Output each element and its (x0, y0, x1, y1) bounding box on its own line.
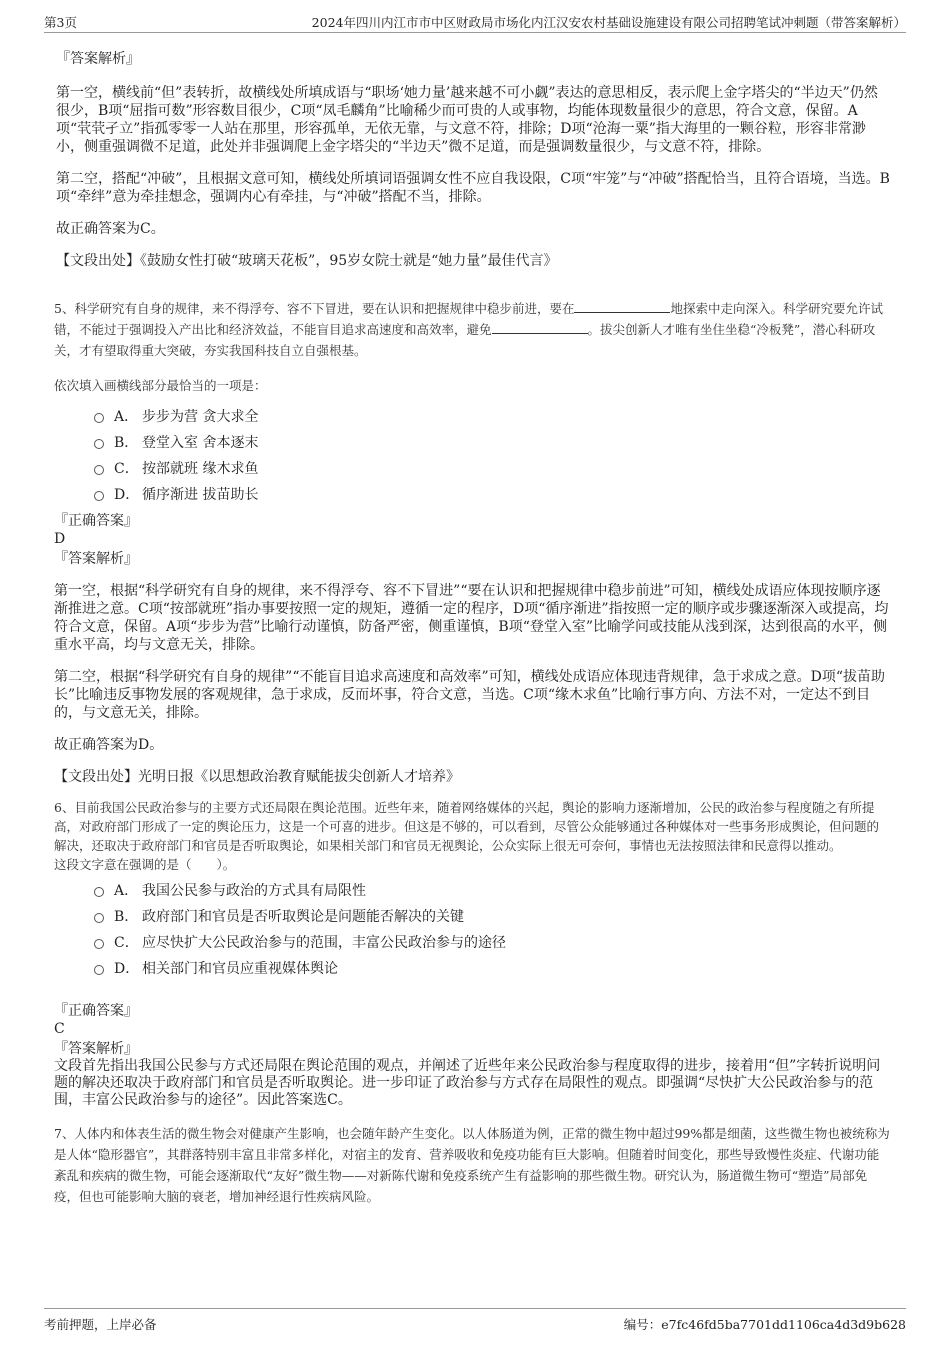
answer-conclusion: 故正确答案为D。 (54, 737, 164, 753)
correct-answer: C (54, 1021, 65, 1037)
option-a[interactable]: A． 步步为营 贪大求全 (54, 404, 890, 430)
document-id: 编号：e7fc46fd5ba7701dd1106ca4d3d9b628 (623, 1317, 906, 1332)
question-7 (54, 1123, 890, 1207)
radio-icon[interactable] (94, 887, 104, 897)
document-body (56, 44, 890, 1207)
option-b[interactable]: B． 登堂入室 舍本逐末 (54, 430, 890, 456)
source-citation: 【文段出处】《鼓励女性打破“玻璃天花板”，95岁女院士就是“她力量”最佳代言》 (56, 253, 558, 269)
page-footer (44, 1308, 906, 1337)
q4-analysis (56, 50, 890, 270)
fill-blank[interactable] (574, 300, 670, 313)
radio-icon[interactable] (94, 439, 104, 449)
analysis-label: 『答案解析』 (56, 51, 140, 67)
radio-icon[interactable] (94, 413, 104, 423)
source-citation: 【文段出处】光明日报《以思想政治教育赋能拔尖创新人才培养》 (54, 769, 460, 785)
options-list (54, 878, 890, 982)
radio-icon[interactable] (94, 913, 104, 923)
option-a[interactable]: A． 我国公民参与政治的方式具有局限性 (54, 878, 890, 904)
document-title: 2024年四川内江市市中区财政局市场化内江汉安农村基础设施建设有限公司招聘笔试冲刺题（带答案解析） (311, 15, 906, 30)
page-header (44, 10, 906, 33)
analysis-paragraph: 第二空，搭配“冲破”，且根据文意可知，横线处所填词语强调女性不应自我设限，C项“牢笼”与“冲破”搭配恰当，且符合语境，当选。B项“牵绊”意为牵挂想念，强调内心有牵挂，与“冲破”搭配不当，排除。 (56, 171, 890, 205)
radio-icon[interactable] (94, 465, 104, 475)
answer-conclusion: 故正确答案为C。 (56, 221, 165, 237)
analysis-label: 『答案解析』 (54, 551, 138, 567)
option-d[interactable]: D． 相关部门和官员应重视媒体舆论 (54, 956, 890, 982)
question-stem: 7、人体内和体表生活的微生物会对健康产生影响，也会随年龄产生变化。以人体肠道为例，正常的微生物中超过99%都是细菌，这些微生物也被统称为是人体“隐形器官”，其群落特别丰富且非常多样化，对宿主的发育、营养吸收和免疫功能有巨大影响。但随着时间变化，那些导致慢性炎症、代谢功能紊乱和疾病的微生物，可能会逐渐取代“友好”微生物——对新陈代谢和免疫系统产生有益影响的那些微生物。研究认为，肠道微生物可“塑造”局部免疫，但也可能影响大脑的衰老，增加神经退行性疾病风险。 (54, 1126, 890, 1204)
question-stem: 6、目前我国公民政治参与的主要方式还局限在舆论范围。近些年来，随着网络媒体的兴起，舆论的影响力逐渐增加，公民的政治参与程度随之有所提高，对政府部门形成了一定的舆论压力，这是一个可喜的进步。但这是不够的，可以看到，尽管公众能够通过各种媒体对一些事务形成舆论，但问题的解决，还取决于政府部门和官员是否听取舆论，如果相关部门和官员无视舆论，公众实际上很无可奈何，事情也无法按照法律和民意得以推动。 (54, 800, 880, 853)
page-number: 第3页 (44, 15, 77, 30)
analysis-paragraph: 第一空，根据“科学研究有自身的规律，来不得浮夸、容不下冒进”“要在认识和把握规律中稳步前进”可知，横线处成语应体现按顺序逐渐推进之意。C项“按部就班”指办事要按照一定的规矩，遵循一定的程序，D项“循序渐进”指按照一定的顺序或步骤逐渐深入或提高，均符合文意，保留。A项“步步为营”比喻行动谨慎，防备严密，侧重谨慎，B项“登堂入室”比喻学问或技能从浅到深，达到很高的水平，侧重水平高，均与文意无关，排除。 (54, 583, 889, 653)
footer-slogan: 考前押题，上岸必备 (44, 1317, 157, 1332)
analysis-paragraph: 第一空，横线前“但”表转折，故横线处所填成语与“职场‘她力量’越来越不可小觑”表达的意思相反，表示爬上金字塔尖的“半边天”仍然很少，B项“屈指可数”形容数目很少，C项“凤毛麟角”比喻稀少而可贵的人或事物，均能体现数量很少的意思，符合文意，保留。A项“茕茕孑立”指孤零零一人站在那里，形容孤单，无依无靠，与文意不符，排除；D项“沧海一粟”指大海里的一颗谷粒，形容非常渺小，侧重强调微不足道，此处并非强调爬上金字塔尖的“半边天”微不足道，而是强调数量很少，与文意不符，排除。 (56, 85, 878, 155)
option-c[interactable]: C． 应尽快扩大公民政治参与的范围，丰富公民政治参与的途径 (54, 930, 890, 956)
option-b[interactable]: B． 政府部门和官员是否听取舆论是问题能否解决的关键 (54, 904, 890, 930)
analysis-label: 『答案解析』 (54, 1041, 138, 1057)
question-prompt: 这段文字意在强调的是（ ）。 (54, 857, 236, 872)
analysis-paragraph: 第二空，根据“科学研究有自身的规律”“不能盲目追求高速度和高效率”可知，横线处成语应体现违背规律，急于求成之意。D项“拔苗助长”比喻违反事物发展的客观规律，急于求成，反而坏事，符合文意，当选。C项“缘木求鱼”比喻行事方向、方法不对，一定达不到目的，与文意无关，排除。 (54, 669, 886, 721)
correct-answer: D (54, 531, 66, 547)
options-list (54, 404, 890, 508)
fill-blank[interactable] (492, 321, 588, 334)
question-stem: 5、科学研究有自身的规律，来不得浮夸、容不下冒进，要在认识和把握规律中稳步前进，要在 地探索中走向深入。科学研究要允许试错，不能过于强调投入产出比和经济效益，不能盲目追求高速度和高效率，避免 。拔尖创新人才唯有坐住坐稳“冷板凳”，潜心科研攻关，才有望取得重大突破，夯实我国科技自立自强根基。 (54, 301, 883, 358)
question-prompt: 依次填入画横线部分最恰当的一项是： (54, 378, 267, 393)
question-6 (54, 798, 890, 1109)
radio-icon[interactable] (94, 491, 104, 501)
radio-icon[interactable] (94, 939, 104, 949)
correct-answer-label: 『正确答案』 (54, 513, 138, 529)
option-d[interactable]: D． 循序渐进 拔苗助长 (54, 482, 890, 508)
radio-icon[interactable] (94, 965, 104, 975)
correct-answer-label: 『正确答案』 (54, 1003, 138, 1019)
analysis-paragraph: 文段首先指出我国公民参与方式还局限在舆论范围的观点，并阐述了近些年来公民政治参与程度取得的进步，接着用“但”字转折说明问题的解决还取决于政府部门和官员是否听取舆论。进一步印证了政治参与方式存在局限性的观点。即强调“尽快扩大公民政治参与的范围，丰富公民政治参与的途径”。因此答案选C。 (54, 1058, 881, 1108)
question-5 (54, 298, 890, 786)
option-c[interactable]: C． 按部就班 缘木求鱼 (54, 456, 890, 482)
